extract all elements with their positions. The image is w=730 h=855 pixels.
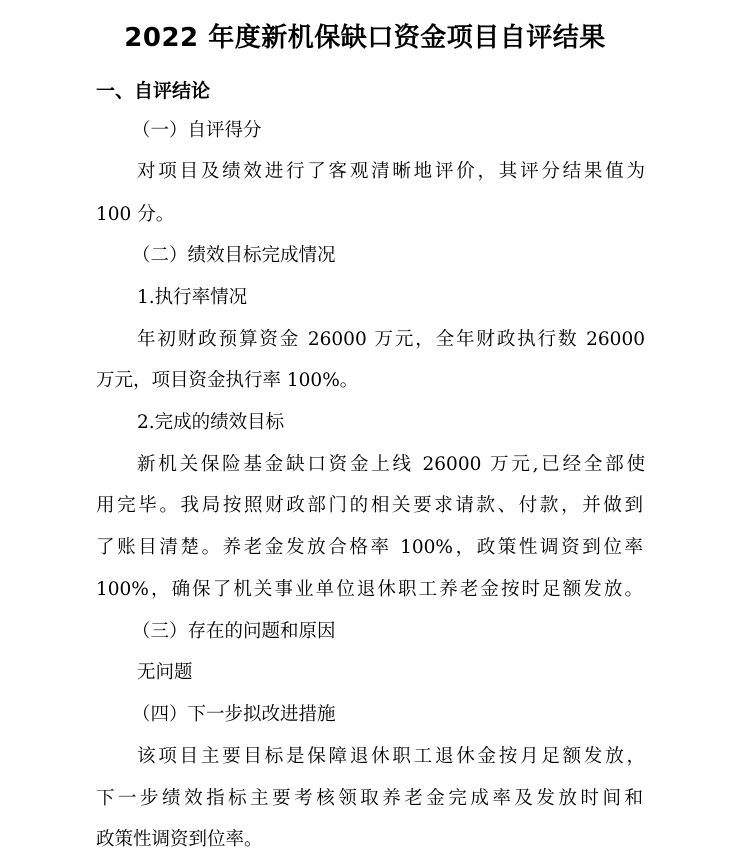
item-heading-goals: 2.完成的绩效目标 — [137, 412, 285, 433]
paragraph-line: 100 分。 — [96, 204, 175, 225]
subsection-heading-performance: （二）绩效目标完成情况 — [132, 245, 336, 266]
document-title: 2022 年度新机保缺口资金项目自评结果 — [124, 23, 606, 53]
subsection-heading-score: （一）自评得分 — [132, 120, 262, 141]
paragraph-line: 无问题 — [137, 662, 193, 683]
paragraph-line: 该项目主要目标是保障退休职工退休金按月足额发放， — [137, 746, 645, 767]
subsection-heading-improvements: （四）下一步拟改进措施 — [132, 704, 336, 725]
paragraph-line: 新机关保险基金缺口资金上线 26000 万元,已经全部使 — [137, 454, 645, 475]
paragraph-line: 对项目及绩效进行了客观清晰地评价，其评分结果值为 — [137, 161, 645, 182]
paragraph-line: 年初财政预算资金 26000 万元，全年财政执行数 26000 — [137, 329, 645, 350]
paragraph-line: 下一步绩效指标主要考核领取养老金完成率及发放时间和 — [96, 788, 643, 809]
subsection-heading-issues: （三）存在的问题和原因 — [132, 621, 336, 642]
paragraph-line: 100%，确保了机关事业单位退休职工养老金按时足额发放。 — [96, 579, 643, 600]
paragraph-line: 了账目清楚。养老金发放合格率 100%，政策性调资到位率 — [96, 537, 643, 558]
item-heading-execution-rate: 1.执行率情况 — [137, 287, 248, 308]
paragraph-line: 万元，项目资金执行率 100%。 — [96, 370, 359, 391]
paragraph-line: 用完毕。我局按照财政部门的相关要求请款、付款，并做到 — [96, 495, 643, 516]
section-heading-conclusion: 一、自评结论 — [96, 80, 211, 102]
paragraph-line: 政策性调资到位率。 — [96, 829, 263, 850]
